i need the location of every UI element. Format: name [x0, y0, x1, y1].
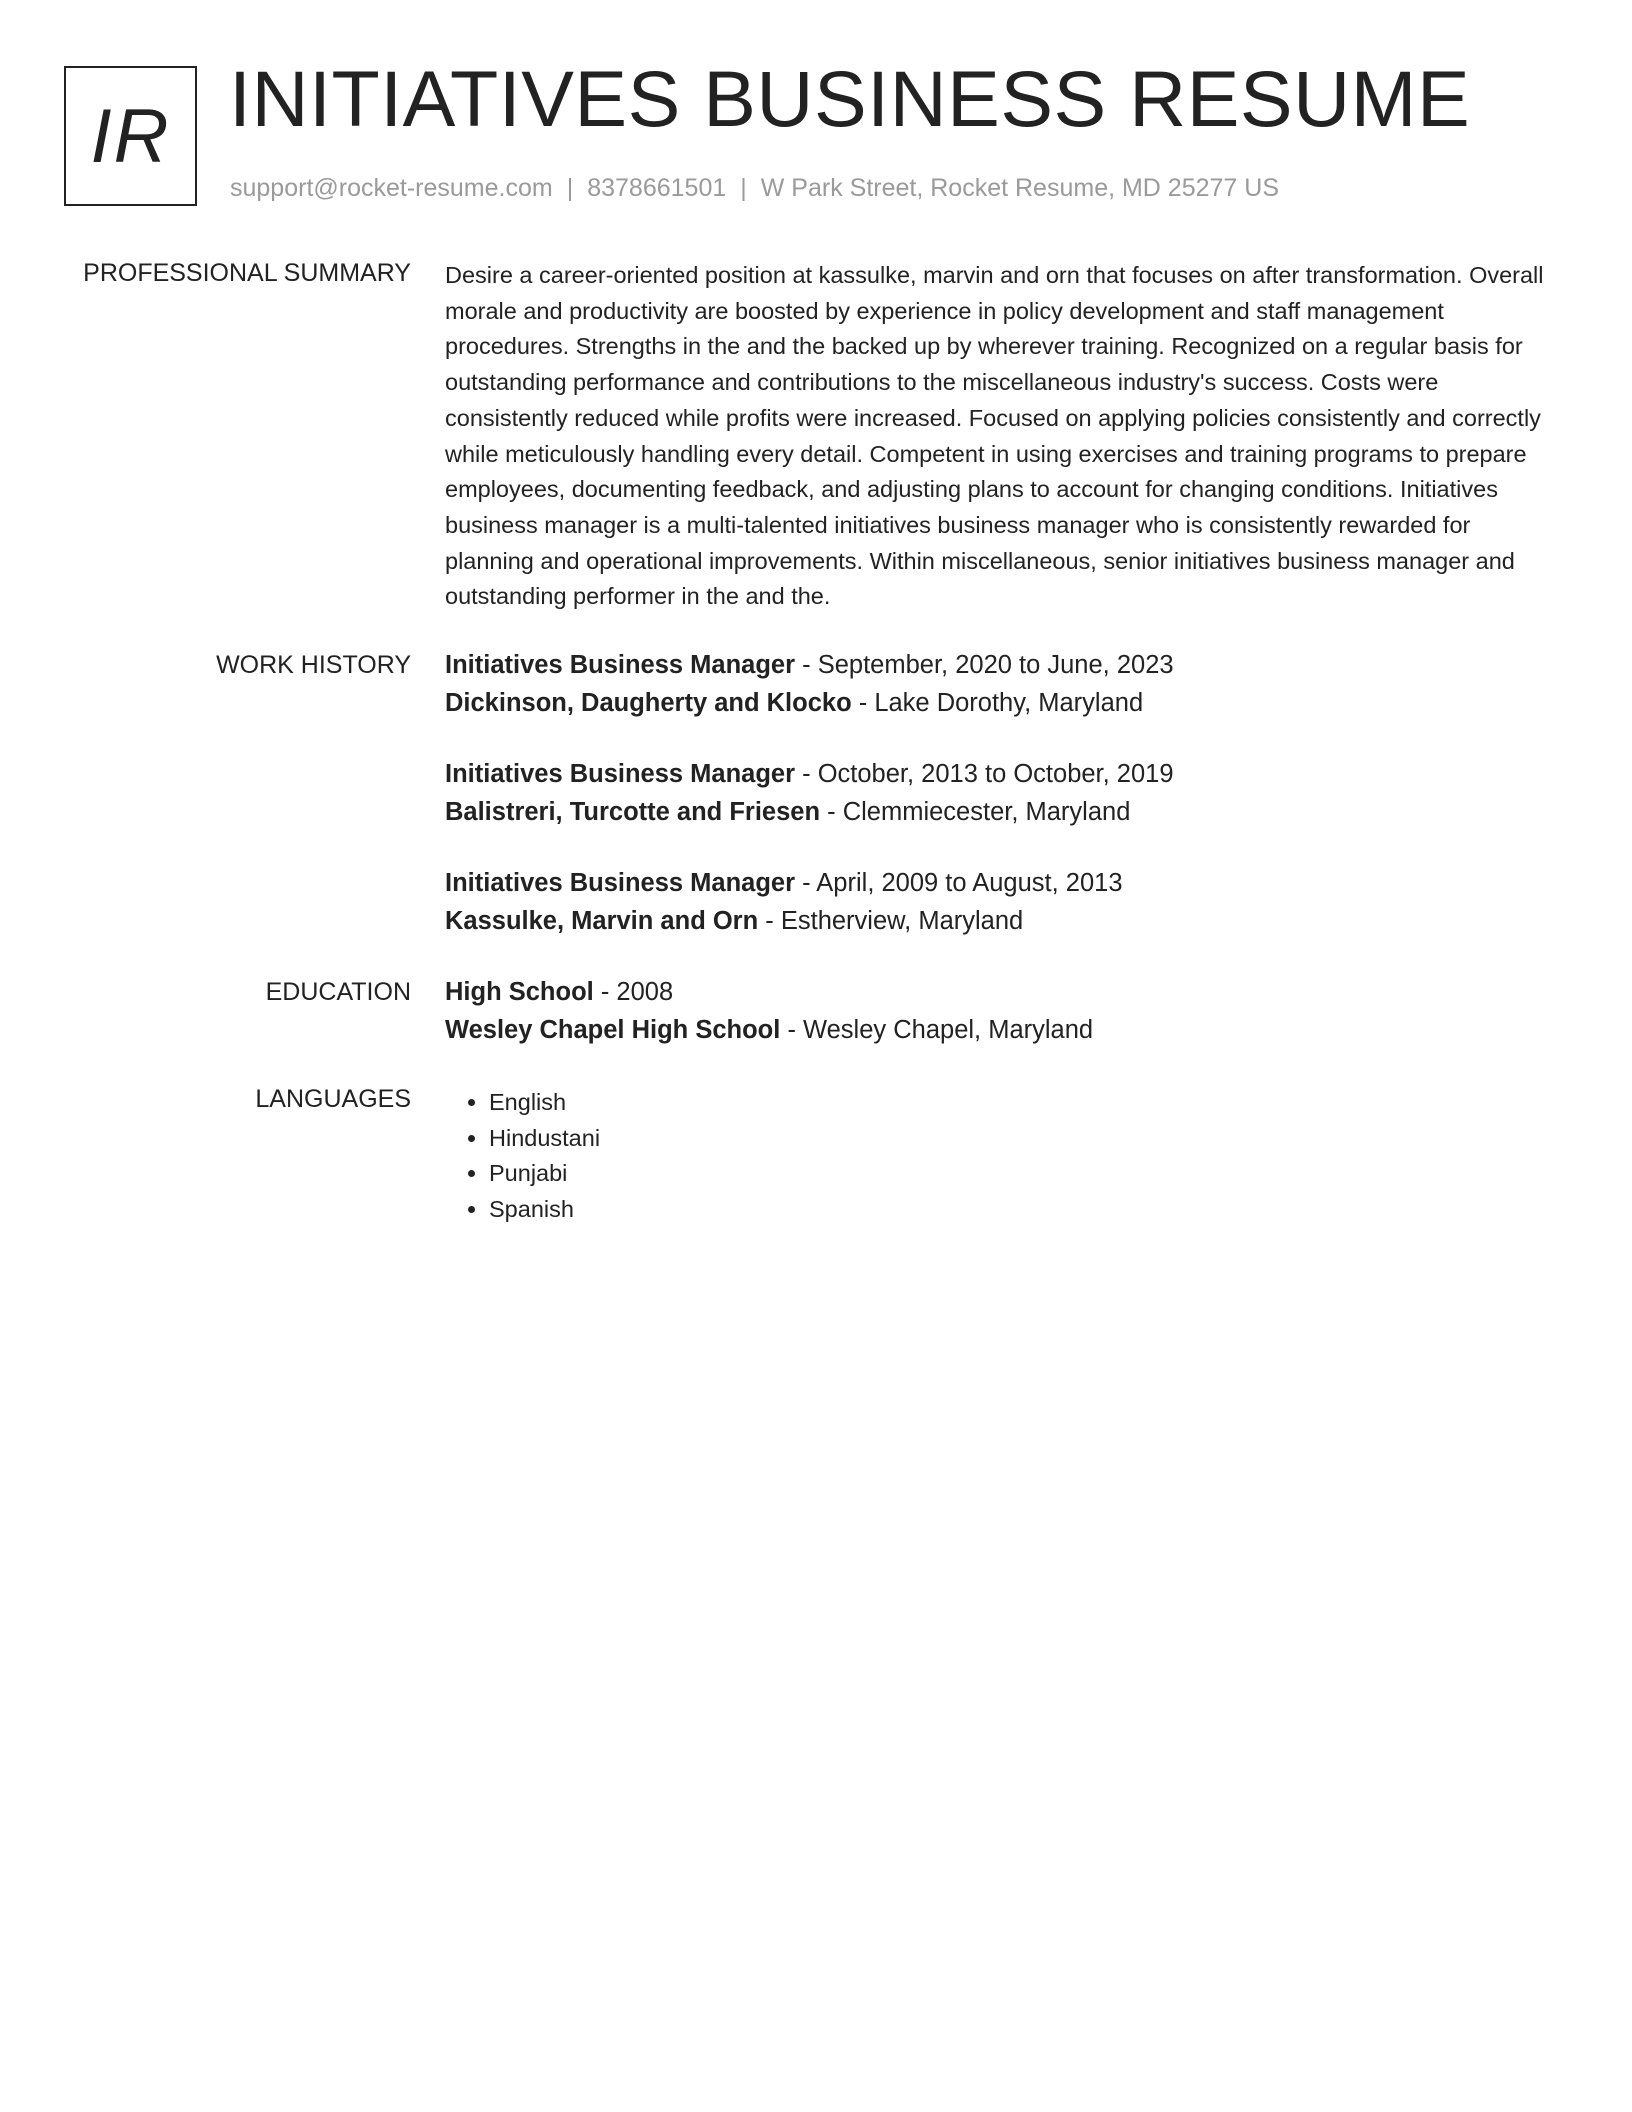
education-school-line	[445, 1012, 1565, 1050]
contact-phone: 8378661501	[587, 174, 727, 202]
monogram-badge	[64, 66, 197, 206]
section-label-work-history: WORK HISTORY	[216, 651, 411, 679]
job-title-line	[445, 865, 1565, 903]
section-label-languages: LANGUAGES	[255, 1085, 411, 1113]
job-company: Dickinson, Daugherty and Klocko	[445, 688, 852, 717]
language-item: • Spanish	[489, 1192, 1609, 1228]
job-title-line	[445, 647, 1565, 685]
job-location: - Lake Dorothy, Maryland	[851, 688, 1144, 717]
job-company-line	[445, 794, 1565, 832]
section-label-summary: PROFESSIONAL SUMMARY	[83, 259, 411, 287]
section-label-education: EDUCATION	[265, 978, 411, 1006]
monogram-text: IR	[90, 93, 171, 179]
education-degree: High School	[445, 978, 594, 1006]
job-location: - Estherview, Maryland	[758, 906, 1024, 935]
job-title-line	[445, 756, 1565, 794]
job-dates: - April, 2009 to August, 2013	[795, 869, 1123, 897]
language-item: • English	[489, 1085, 1609, 1121]
education-school: Wesley Chapel High School	[445, 1015, 781, 1044]
job-entry	[445, 756, 1565, 831]
education-degree-line	[445, 974, 1565, 1012]
job-company-line	[445, 685, 1565, 723]
job-dates: - September, 2020 to June, 2023	[795, 651, 1174, 679]
education-entry	[445, 974, 1565, 1049]
languages-list	[445, 1085, 1609, 1228]
language-item: • Hindustani	[489, 1121, 1609, 1157]
job-company-line	[445, 903, 1565, 941]
summary-text: Desire a career-oriented position at kassulke, marvin and orn that focuses on after transformation. Overall morale and productivity are boosted by experience in policy development and staff management procedures. Strengths in the and the backed up by wherever training. Recognized on a regular basis for outstanding performance and contributions to the miscellaneous industry's success. Costs were consistently reduced while profits were increased. Focused on applying policies consistently and correctly while meticulously handling every detail. Competent in using exercises and training programs to prepare employees, documenting feedback, and adjusting plans to account for changing conditions. Initiatives business manager is a multi-talented initiatives business manager who is consistently rewarded for planning and operational improvements. Within miscellaneous, senior initiatives business manager and outstanding performer in the and the.	[445, 262, 1544, 610]
contact-address: W Park Street, Rocket Resume, MD 25277 US	[760, 174, 1280, 202]
job-dates: - October, 2013 to October, 2019	[795, 760, 1174, 788]
job-entry	[445, 647, 1565, 722]
job-title: Initiatives Business Manager	[445, 760, 796, 788]
contact-email: support@rocket-resume.com	[230, 174, 553, 202]
contact-separator: |	[740, 174, 747, 202]
job-title: Initiatives Business Manager	[445, 651, 796, 679]
education-location: - Wesley Chapel, Maryland	[780, 1015, 1094, 1044]
resume-title: INITIATIVES BUSINESS RESUME	[229, 54, 1471, 143]
education-year: - 2008	[593, 978, 674, 1006]
job-location: - Clemmiecester, Maryland	[820, 797, 1131, 826]
job-title: Initiatives Business Manager	[445, 869, 796, 897]
contact-line	[230, 174, 1279, 203]
language-item: • Punjabi	[489, 1156, 1609, 1192]
job-company: Balistreri, Turcotte and Friesen	[445, 797, 821, 826]
job-company: Kassulke, Marvin and Orn	[445, 906, 759, 935]
job-entry	[445, 865, 1565, 940]
contact-separator: |	[566, 174, 574, 202]
